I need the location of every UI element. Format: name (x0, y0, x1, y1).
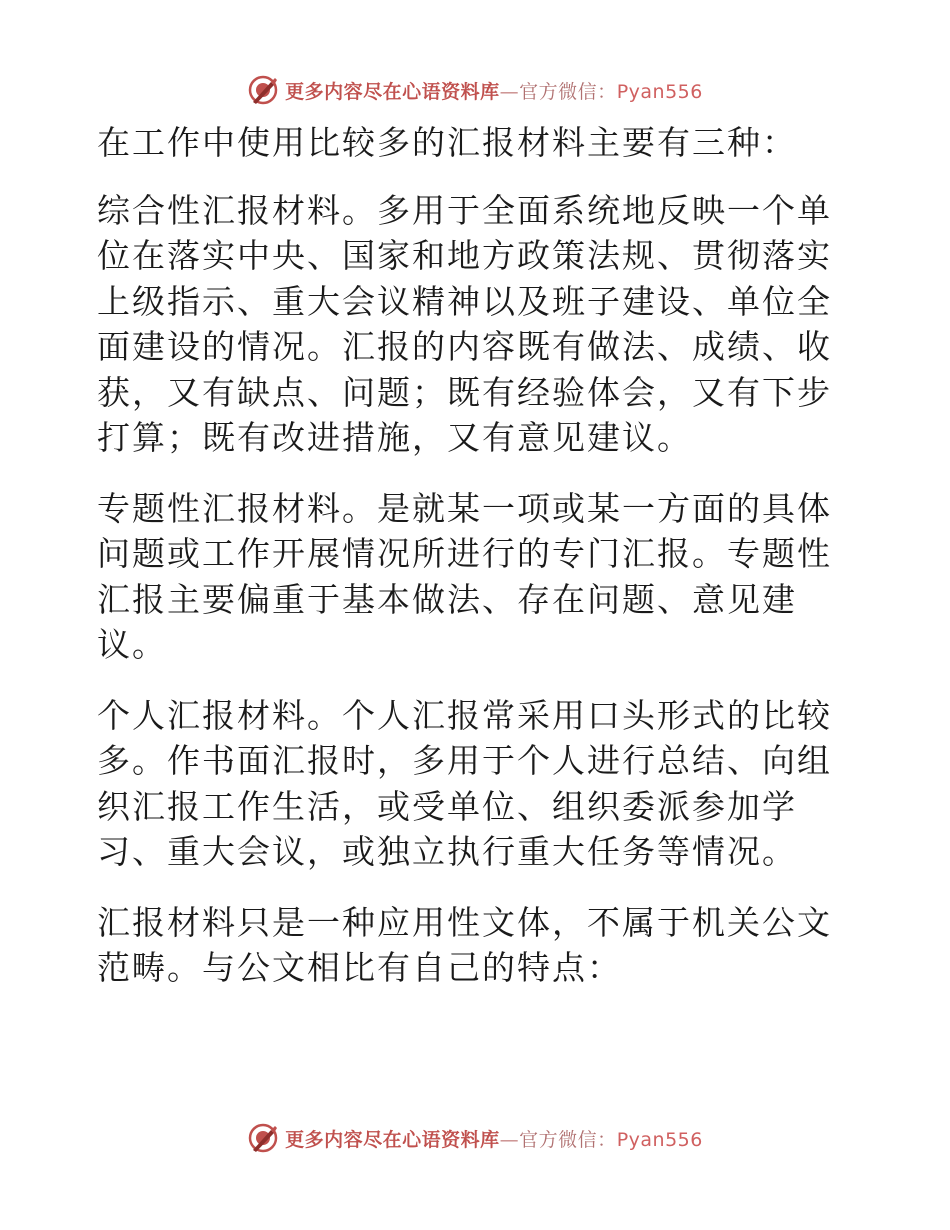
paragraph-comprehensive-report: 综合性汇报材料。多用于全面系统地反映一个单位在落实中央、国家和地方政策法规、贯彻落实上级指示、重大会议精神以及班子建设、单位全面建设的情况。汇报的内容既有做法、成绩、收获，又有缺点、问题；既有经验体会，又有下步打算；既有改进措施，又有意见建议。 (97, 190, 832, 457)
pen-logo-icon (247, 1122, 279, 1154)
watermark-wechat-id: Pyan556 (616, 1128, 703, 1151)
watermark-main-text: 更多内容尽在心语资料库 (285, 1128, 500, 1151)
watermark-label: 官方微信： (519, 80, 617, 103)
watermark-dash: — (499, 80, 520, 103)
watermark-label: 官方微信： (519, 1128, 617, 1151)
header-watermark (0, 70, 950, 110)
paragraph-features: 汇报材料只是一种应用性文体，不属于机关公文范畴。与公文相比有自己的特点： (97, 902, 832, 987)
watermark-text (285, 77, 703, 104)
paragraph-intro: 在工作中使用比较多的汇报材料主要有三种： (97, 123, 797, 162)
watermark-text (285, 1125, 703, 1152)
document-body (97, 120, 857, 1016)
watermark-main-text: 更多内容尽在心语资料库 (285, 80, 500, 103)
watermark-dash: — (499, 1128, 520, 1151)
footer-watermark (0, 1118, 950, 1158)
paragraph-special-report: 专题性汇报材料。是就某一项或某一方面的具体问题或工作开展情况所进行的专门汇报。专题性汇报主要偏重于基本做法、存在问题、意见建议。 (97, 488, 832, 664)
pen-logo-icon (247, 74, 279, 106)
paragraph-personal-report: 个人汇报材料。个人汇报常采用口头形式的比较多。作书面汇报时，多用于个人进行总结、向组织汇报工作生活，或受单位、组织委派参加学习、重大会议，或独立执行重大任务等情况。 (97, 695, 832, 871)
watermark-wechat-id: Pyan556 (616, 80, 703, 103)
